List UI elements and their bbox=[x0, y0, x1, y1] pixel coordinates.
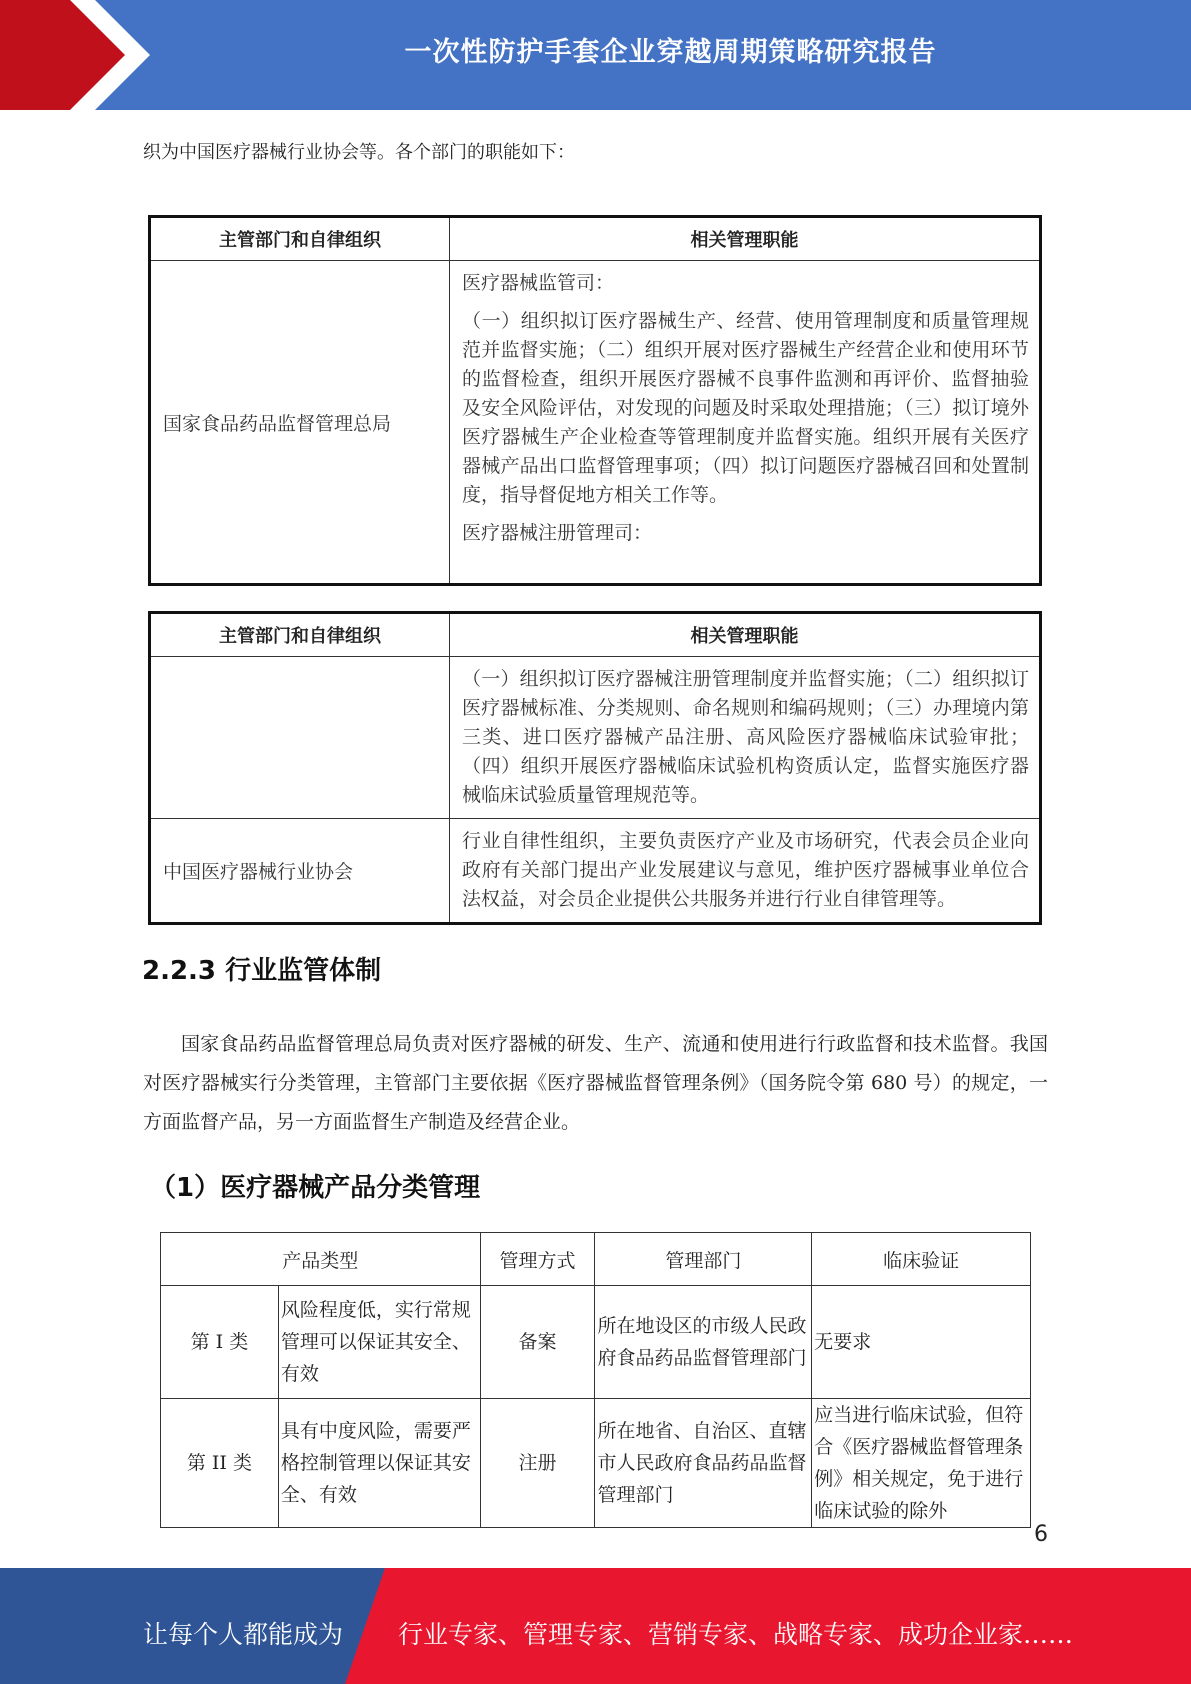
dept-cell: 所在地设区的市级人民政府食品药品监督管理部门 bbox=[595, 1286, 812, 1399]
table-row bbox=[150, 261, 1041, 585]
classification-table-wrapper bbox=[160, 1232, 1032, 1522]
header-function: 相关管理职能 bbox=[450, 613, 1041, 657]
desc-cell: 具有中度风险，需要严格控制管理以保证其安全、有效 bbox=[278, 1399, 480, 1528]
header-clinical: 临床验证 bbox=[812, 1233, 1031, 1286]
clinical-cell: 应当进行临床试验，但符合《医疗器械监督管理条例》相关规定，免于进行临床试验的除外 bbox=[812, 1399, 1031, 1528]
header-org: 主管部门和自律组织 bbox=[150, 217, 450, 261]
org-cell: 中国医疗器械行业协会 bbox=[150, 819, 450, 924]
header-product-type: 产品类型 bbox=[161, 1233, 481, 1286]
table-row bbox=[161, 1286, 1031, 1399]
table-row bbox=[150, 657, 1041, 819]
desc-cell: 风险程度低，实行常规管理可以保证其安全、有效 bbox=[278, 1286, 480, 1399]
footer-slogan-left: 让每个人都能成为 bbox=[143, 1620, 344, 1649]
dept-name: 医疗器械注册管理司： bbox=[462, 522, 653, 544]
org-cell bbox=[150, 657, 450, 819]
report-title: 一次性防护手套企业穿越周期策略研究报告 bbox=[404, 37, 937, 68]
header-method: 管理方式 bbox=[480, 1233, 595, 1286]
method-cell: 注册 bbox=[480, 1399, 595, 1528]
regulator-table-2 bbox=[148, 611, 1042, 925]
table-header-row bbox=[161, 1233, 1031, 1286]
method-cell: 备案 bbox=[480, 1286, 595, 1399]
table-row bbox=[150, 819, 1041, 924]
class-cell: 第 II 类 bbox=[161, 1399, 279, 1528]
intro-text: 织为中国医疗器械行业协会等。各个部门的职能如下： bbox=[143, 142, 575, 163]
footer-slogan-right: 行业专家、管理专家、营销专家、战略专家、成功企业家…… bbox=[398, 1620, 1074, 1649]
header-org: 主管部门和自律组织 bbox=[150, 613, 450, 657]
header-department: 管理部门 bbox=[595, 1233, 812, 1286]
header-function: 相关管理职能 bbox=[450, 217, 1041, 261]
table-header-row bbox=[150, 217, 1041, 261]
page-header bbox=[0, 0, 1191, 110]
org-cell: 国家食品药品监督管理总局 bbox=[150, 261, 450, 585]
function-cell: （一）组织拟订医疗器械注册管理制度并监督实施；（二）组织拟订医疗器械标准、分类规则、命名规则和编码规则；（三）办理境内第三类、进口医疗器械产品注册、高风险医疗器械临床试验审批；（四）组织开展医疗器械临床试验机构资质认定，监督实施医疗器械临床试验质量管理规范等。 bbox=[450, 657, 1041, 819]
clinical-cell: 无要求 bbox=[812, 1286, 1031, 1399]
dept-cell: 所在地省、自治区、直辖市人民政府食品药品监督管理部门 bbox=[595, 1399, 812, 1528]
page-number: 6 bbox=[1034, 1522, 1048, 1547]
dept-name: 医疗器械监管司： bbox=[462, 272, 615, 294]
function-cell: 行业自律性组织，主要负责医疗产业及市场研究，代表会员企业向政府有关部门提出产业发展建议与意见，维护医疗器械事业单位合法权益，对会员企业提供公共服务并进行行业自律管理等。 bbox=[450, 819, 1041, 924]
class-cell: 第 I 类 bbox=[161, 1286, 279, 1399]
table-header-row bbox=[150, 613, 1041, 657]
body-paragraph: 国家食品药品监督管理总局负责对医疗器械的研发、生产、流通和使用进行行政监督和技术监督。我国对医疗器械实行分类管理，主管部门主要依据《医疗器械监督管理条例》（国务院令第 680 号）的规定，一方面监督产品，另一方面监督生产制造及经营企业。 bbox=[143, 1033, 1048, 1133]
table-row bbox=[161, 1399, 1031, 1528]
dept-duties: （一）组织拟订医疗器械生产、经营、使用管理制度和质量管理规范并监督实施；（二）组织开展对医疗器械生产经营企业和使用环节的监督检查，组织开展医疗器械不良事件监测和再评价、监督抽验及安全风险评估，对发现的问题及时采取处理措施；（三）拟订境外医疗器械生产企业检查等管理制度并监督实施。组织开展有关医疗器械产品出口监督管理事项；（四）拟订问题医疗器械召回和处置制度，指导督促地方相关工作等。 bbox=[462, 310, 1029, 506]
subsection-heading: （1）医疗器械产品分类管理 bbox=[150, 1173, 481, 1203]
section-heading: 2.2.3 行业监管体制 bbox=[142, 956, 382, 986]
page-footer bbox=[0, 1568, 1191, 1684]
regulator-table-1 bbox=[148, 215, 1042, 586]
function-cell bbox=[450, 261, 1041, 585]
header-arrow-graphic bbox=[0, 0, 160, 110]
classification-table bbox=[160, 1232, 1031, 1528]
